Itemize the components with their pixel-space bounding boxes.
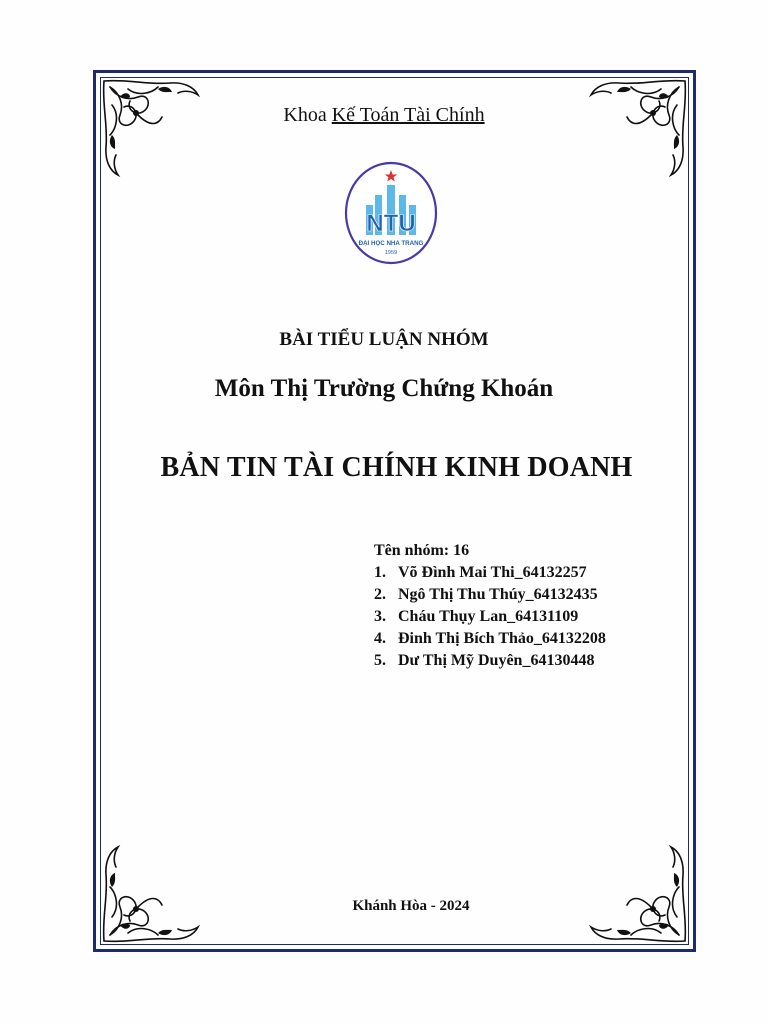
member-name: Đinh Thị Bích Thảo_64132208 xyxy=(398,630,606,647)
group-label: Tên nhóm: 16 xyxy=(374,542,470,559)
member-list xyxy=(374,562,606,672)
faculty-heading xyxy=(0,104,768,127)
logo-year: 1959 xyxy=(384,250,398,256)
member-name: Cháu Thụy Lan_64131109 xyxy=(398,608,579,625)
member-item: 4. Đinh Thị Bích Thảo_64132208 xyxy=(374,628,606,650)
subject-title: Môn Thị Trường Chứng Khoán xyxy=(214,375,554,402)
corner-ornament-bottom-right xyxy=(581,837,691,947)
member-item: 5. Dư Thị Mỹ Duyên_64130448 xyxy=(374,650,606,672)
place-date: Khánh Hòa - 2024 xyxy=(352,898,470,914)
member-item: 2. Ngô Thị Thu Thúy_64132435 xyxy=(374,584,606,606)
logo-name: ĐẠI HỌC NHA TRANG xyxy=(358,240,424,247)
corner-ornament-top-right xyxy=(581,75,691,185)
member-item: 3. Cháu Thụy Lan_64131109 xyxy=(374,606,606,628)
member-name: Ngô Thị Thu Thúy_64132435 xyxy=(398,586,598,603)
member-item: 1. Võ Đình Mai Thi_64132257 xyxy=(374,562,606,584)
faculty-name: Kế Toán Tài Chính xyxy=(331,104,485,126)
faculty-prefix: Khoa xyxy=(283,104,332,126)
corner-ornament-top-left xyxy=(98,75,208,185)
member-name: Dư Thị Mỹ Duyên_64130448 xyxy=(398,652,595,669)
logo-acronym: NTU xyxy=(366,210,416,237)
university-logo xyxy=(343,161,439,265)
essay-title: BÀI TIỂU LUẬN NHÓM xyxy=(279,329,489,350)
member-name: Võ Đình Mai Thi_64132257 xyxy=(398,564,587,581)
corner-ornament-bottom-left xyxy=(98,837,208,947)
group-info xyxy=(374,540,606,672)
main-title: BẢN TIN TÀI CHÍNH KINH DOANH xyxy=(160,452,633,483)
